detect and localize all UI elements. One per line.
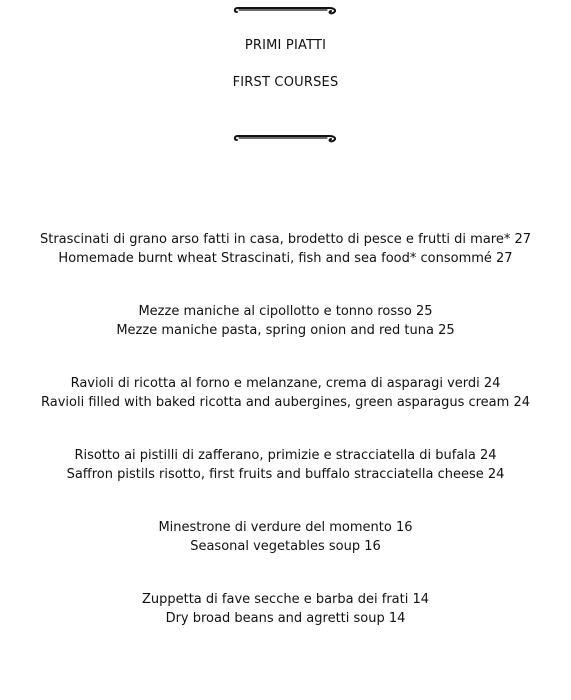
dish-item — [0, 446, 571, 484]
dish-item — [0, 374, 571, 412]
flourish-divider-icon — [231, 131, 341, 145]
dish-item — [0, 230, 571, 268]
dish-name-italian: Ravioli di ricotta al forno e melanzane, crema di asparagi verdi 24 — [70, 376, 501, 391]
dish-name-english: Ravioli filled with baked ricotta and aubergines, green asparagus cream 24 — [40, 395, 530, 410]
flourish-divider-icon — [231, 3, 341, 17]
dish-name-italian: Mezze maniche al cipollotto e tonno rosso 25 — [138, 304, 433, 319]
dish-name-italian: Risotto ai pistilli di zafferano, primizie e stracciatella di bufala 24 — [74, 448, 497, 463]
dish-name-english: Seasonal vegetables soup 16 — [190, 539, 381, 554]
section-title-italian: PRIMI PIATTI — [244, 38, 327, 53]
dish-name-english: Saffron pistils risotto, first fruits and buffalo stracciatella cheese 24 — [66, 467, 505, 482]
dish-name-italian: Minestrone di verdure del momento 16 — [158, 520, 413, 535]
dish-list — [0, 230, 571, 662]
dish-name-english: Mezze maniche pasta, spring onion and red tuna 25 — [116, 323, 455, 338]
dish-name-english: Homemade burnt wheat Strascinati, fish and sea food* consommé 27 — [58, 251, 513, 266]
dish-name-english: Dry broad beans and agretti soup 14 — [165, 611, 406, 626]
section-title-english: FIRST COURSES — [232, 75, 339, 90]
dish-item — [0, 590, 571, 628]
dish-item — [0, 518, 571, 556]
dish-name-italian: Strascinati di grano arso fatti in casa, brodetto di pesce e frutti di mare* 27 — [39, 232, 532, 247]
dish-item — [0, 302, 571, 340]
dish-name-italian: Zuppetta di fave secche e barba dei frati 14 — [141, 592, 430, 607]
